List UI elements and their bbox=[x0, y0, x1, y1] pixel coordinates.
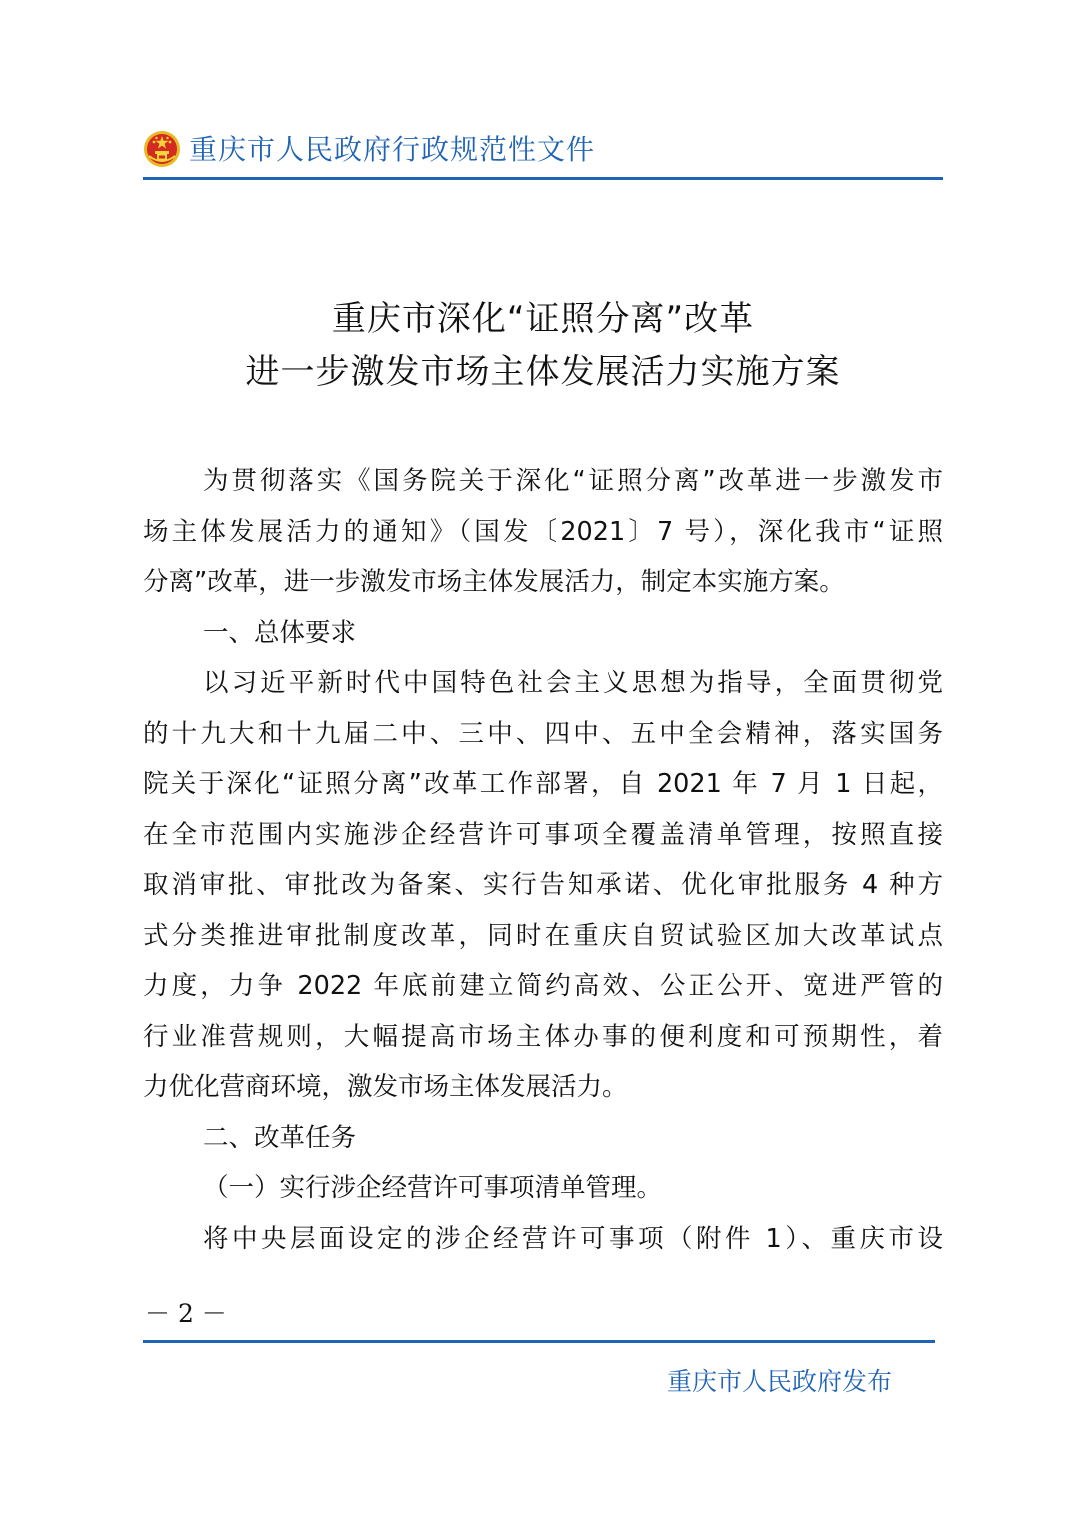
footer-divider bbox=[143, 1340, 935, 1343]
body-line: 取消审批、审批改为备案、实行告知承诺、优化审批服务 4 种方 bbox=[143, 870, 943, 900]
body-line: 行业准营规则，大幅提高市场主体办事的便利度和可预期性，着 bbox=[143, 1021, 943, 1052]
header-divider bbox=[143, 177, 943, 180]
body-line: 以习近平新时代中国特色社会主义思想为指导，全面贯彻党 bbox=[203, 668, 943, 698]
subsection-heading: （一）实行涉企经营许可事项清单管理。 bbox=[203, 1173, 663, 1203]
section-heading: 一、总体要求 bbox=[203, 617, 357, 648]
page-number: － 2 － bbox=[145, 1299, 227, 1328]
document-title bbox=[143, 293, 943, 399]
body-line: 力度，力争 2022 年底前建立简约高效、公正公开、宽进严管的 bbox=[143, 971, 943, 1001]
national-emblem-icon bbox=[143, 130, 181, 168]
body-line: 力优化营商环境，激发市场主体发展活力。 bbox=[143, 1072, 628, 1102]
body-line: 将中央层面设定的涉企经营许可事项（附件 1）、重庆市设 bbox=[203, 1223, 943, 1254]
document-title-line: 重庆市深化“证照分离”改革 bbox=[331, 299, 755, 339]
body-line: 分离”改革，进一步激发市场主体发展活力，制定本实施方案。 bbox=[143, 567, 845, 597]
body-line: 院关于深化“证照分离”改革工作部署，自 2021 年 7 月 1 日起， bbox=[143, 769, 943, 799]
body-line: 为贯彻落实《国务院关于深化“证照分离”改革进一步激发市 bbox=[203, 466, 943, 496]
footer-publisher: 重庆市人民政府发布 bbox=[666, 1367, 892, 1396]
body-line: 的十九大和十九届二中、三中、四中、五中全会精神，落实国务 bbox=[143, 718, 943, 749]
section-heading: 二、改革任务 bbox=[203, 1122, 357, 1153]
document-title-line: 进一步激发市场主体发展活力实施方案 bbox=[245, 352, 841, 392]
body-line: 式分类推进审批制度改革，同时在重庆自贸试验区加大改革试点 bbox=[143, 920, 943, 951]
header-title: 重庆市人民政府行政规范性文件 bbox=[189, 133, 596, 166]
document-header bbox=[143, 128, 943, 180]
body-line: 在全市范围内实施涉企经营许可事项全覆盖清单管理，按照直接 bbox=[143, 819, 943, 850]
document-body bbox=[143, 456, 943, 1264]
body-line: 场主体发展活力的通知》（国发〔2021〕7 号），深化我市“证照 bbox=[143, 516, 943, 547]
